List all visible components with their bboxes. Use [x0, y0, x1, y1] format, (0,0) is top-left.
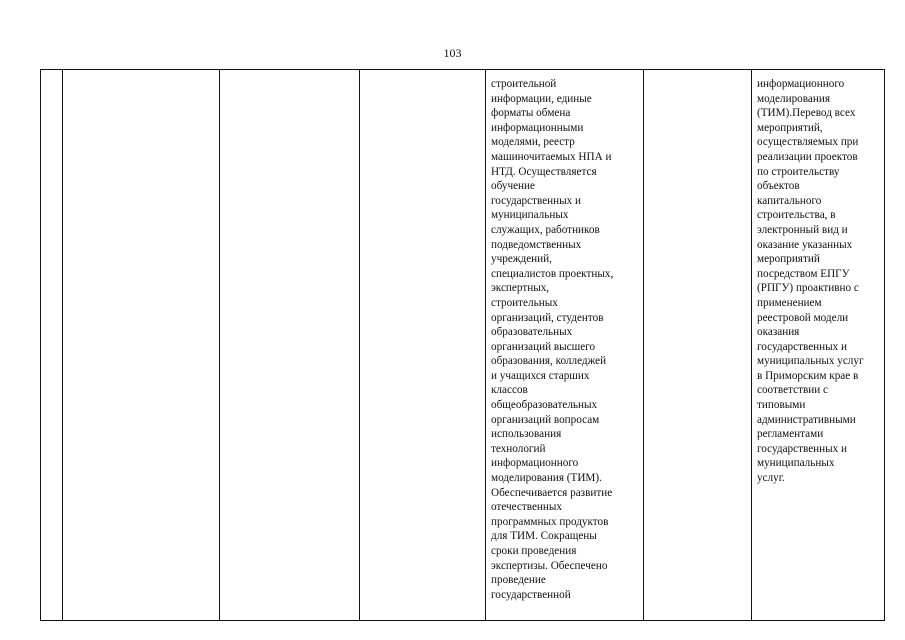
cell-text-line: отечественных [491, 501, 563, 514]
cell-text-line: в Приморским крае в [757, 369, 859, 382]
cell-text-line: и учащихся старших [491, 369, 590, 382]
cell-text-line: информационными [491, 121, 584, 134]
cell-text-line: экспертных, [491, 282, 550, 295]
cell-text-line: экспертизы. Обеспечено [491, 559, 608, 572]
cell-text-line: административными [757, 413, 856, 426]
page-number: 103 [443, 46, 462, 60]
cell-text-line: применением [757, 296, 822, 309]
cell-text-line: организаций вопросам [491, 413, 600, 426]
cell-text-line: классов [491, 384, 528, 397]
cell-text-line: образования, колледжей [491, 355, 607, 368]
cell-text-line: оказание указанных [757, 238, 853, 251]
cell-text-line: муниципальных [757, 457, 835, 470]
cell-text-line: соответствии с [757, 384, 828, 397]
cell-text-line: мероприятий, [757, 121, 823, 134]
cell-text-line: сроки проведения [491, 545, 577, 557]
cell-text-line: программных продуктов [491, 515, 609, 528]
cell-text-line: НТД. Осуществляется [491, 165, 597, 178]
cell-text-line: организаций высшего [491, 340, 596, 353]
cell-text-line: (ТИМ).Перевод всех [757, 107, 856, 120]
cell-text-line: (РПГУ) проактивно с [757, 282, 859, 295]
cell-text-line: электронный вид и [757, 223, 848, 236]
cell-text-line: технологий [491, 442, 546, 455]
cell-text-line: мероприятий [757, 253, 820, 266]
cell-text-line: типовыми [757, 399, 806, 412]
cell-text-line: моделирования [757, 92, 830, 105]
column-divider-1 [62, 70, 63, 620]
cell-text-line: регламентами [757, 428, 824, 441]
cell-text-line: государственных и [757, 340, 848, 353]
table-cell-results [491, 77, 641, 602]
cell-text-line: проведение [491, 574, 546, 587]
cell-text-line: общеобразовательных [491, 399, 598, 412]
cell-text-line: образовательных [491, 326, 573, 339]
cell-text-line: использования [491, 428, 562, 441]
column-divider-3 [359, 70, 360, 620]
cell-text-line: служащих, работников [491, 223, 600, 236]
cell-text-line: моделями, реестр [491, 136, 575, 149]
cell-text-line: капитального [757, 194, 822, 207]
cell-text-line: государственной [491, 588, 571, 601]
cell-text-line: специалистов проектных, [491, 267, 614, 280]
table-cell-tasks [757, 77, 882, 486]
cell-text-line: по строительству [757, 165, 840, 178]
cell-text-line: реестровой модели [757, 311, 849, 324]
cell-text-line: объектов [757, 180, 800, 193]
cell-text-line: для ТИМ. Сокращены [491, 530, 597, 543]
column-divider-4 [485, 70, 486, 620]
cell-text-line: подведомственных [491, 238, 582, 251]
cell-text-line: машиночитаемых НПА и [491, 150, 612, 163]
cell-text-line: информации, единые [491, 92, 592, 105]
cell-text-line: государственных и [491, 194, 582, 207]
cell-text-line: строительной [491, 78, 557, 90]
cell-text-line: оказания [757, 326, 800, 339]
cell-text-line: форматы обмена [491, 107, 571, 120]
cell-text-line: Обеспечивается развитие [491, 486, 613, 499]
table-frame [40, 69, 885, 621]
cell-text-line: осуществляемых при [757, 136, 859, 149]
cell-text-line: муниципальных услуг [757, 355, 864, 368]
column-divider-5 [643, 70, 644, 620]
cell-text-line: реализации проектов [757, 150, 858, 163]
cell-text-line: строительства, в [757, 209, 836, 222]
cell-text-line: организаций, студентов [491, 311, 604, 324]
cell-text-line: строительных [491, 296, 558, 309]
cell-text-line: информационного [757, 78, 845, 90]
cell-text-line: муниципальных [491, 209, 569, 222]
cell-text-line: обучение [491, 180, 535, 193]
cell-text-line: учреждений, [491, 253, 552, 266]
cell-text-line: услуг. [757, 472, 785, 485]
cell-text-line: государственных и [757, 442, 848, 455]
column-divider-2 [219, 70, 220, 620]
cell-text-line: посредством ЕПГУ [757, 267, 850, 280]
column-divider-6 [751, 70, 752, 620]
cell-text-line: информационного [491, 457, 579, 470]
cell-text-line: моделирования (ТИМ). [491, 472, 602, 485]
